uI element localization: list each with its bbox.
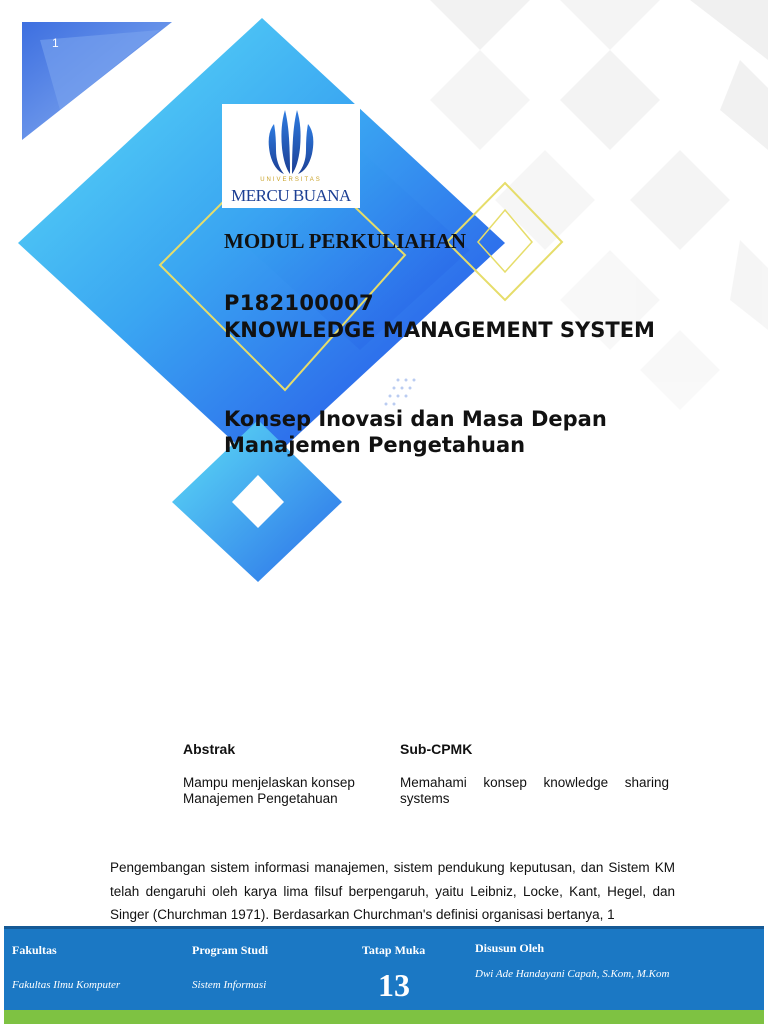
logo-small-text: UNIVERSITAS xyxy=(260,177,322,183)
footer-tatap-muka-value: 13 xyxy=(378,967,410,1003)
body-paragraph: Pengembangan sistem informasi manajemen, sistem pendukung keputusan, dan Sistem KM telah dengaruhi oleh karya lima filsuf berpengaruh, yaitu Leibniz, Locke, Kant, Hegel, dan Singer (Churchman 1971). Berdasarkan Churchman's definisi organisasi bertanya, 1 xyxy=(110,860,675,922)
topic-title xyxy=(224,406,607,458)
page-number: 1 xyxy=(52,36,59,50)
logo-university-name: MERCU BUANA xyxy=(231,186,351,205)
course-name: KNOWLEDGE MANAGEMENT SYSTEM xyxy=(224,318,655,342)
sub-cpmk-heading: Sub-CPMK xyxy=(400,741,473,757)
footer-bar xyxy=(4,926,764,1013)
footer-prodi-value: Sistem Informasi xyxy=(192,979,267,991)
topic-line-2: Manajemen Pengetahuan xyxy=(224,433,526,457)
course-code: P182100007 xyxy=(224,291,374,315)
footer-accent-strip xyxy=(4,1010,764,1024)
abstrak-text: Mampu menjelaskan konsep Manajemen Pengetahuan xyxy=(183,775,355,806)
footer-disusun-value: Dwi Ade Handayani Capah, S.Kom, M.Kom xyxy=(475,968,670,980)
topic-line-1: Konsep Inovasi dan Masa Depan xyxy=(224,407,607,431)
modul-title: MODUL PERKULIAHAN xyxy=(224,229,467,253)
dot-pattern xyxy=(385,379,416,406)
background-pattern xyxy=(430,0,768,410)
footer-disusun-label: Disusun Oleh xyxy=(475,941,545,955)
footer-fakultas-value: Fakultas Ilmu Komputer xyxy=(12,979,121,991)
university-logo xyxy=(222,104,360,208)
footer-tatap-muka-label: Tatap Muka xyxy=(362,943,426,957)
footer-fakultas-label: Fakultas xyxy=(12,943,57,957)
footer-prodi-label: Program Studi xyxy=(192,943,269,957)
sub-cpmk-text: Memahami konsep knowledge sharing systems xyxy=(400,775,669,806)
abstrak-heading: Abstrak xyxy=(183,741,236,757)
